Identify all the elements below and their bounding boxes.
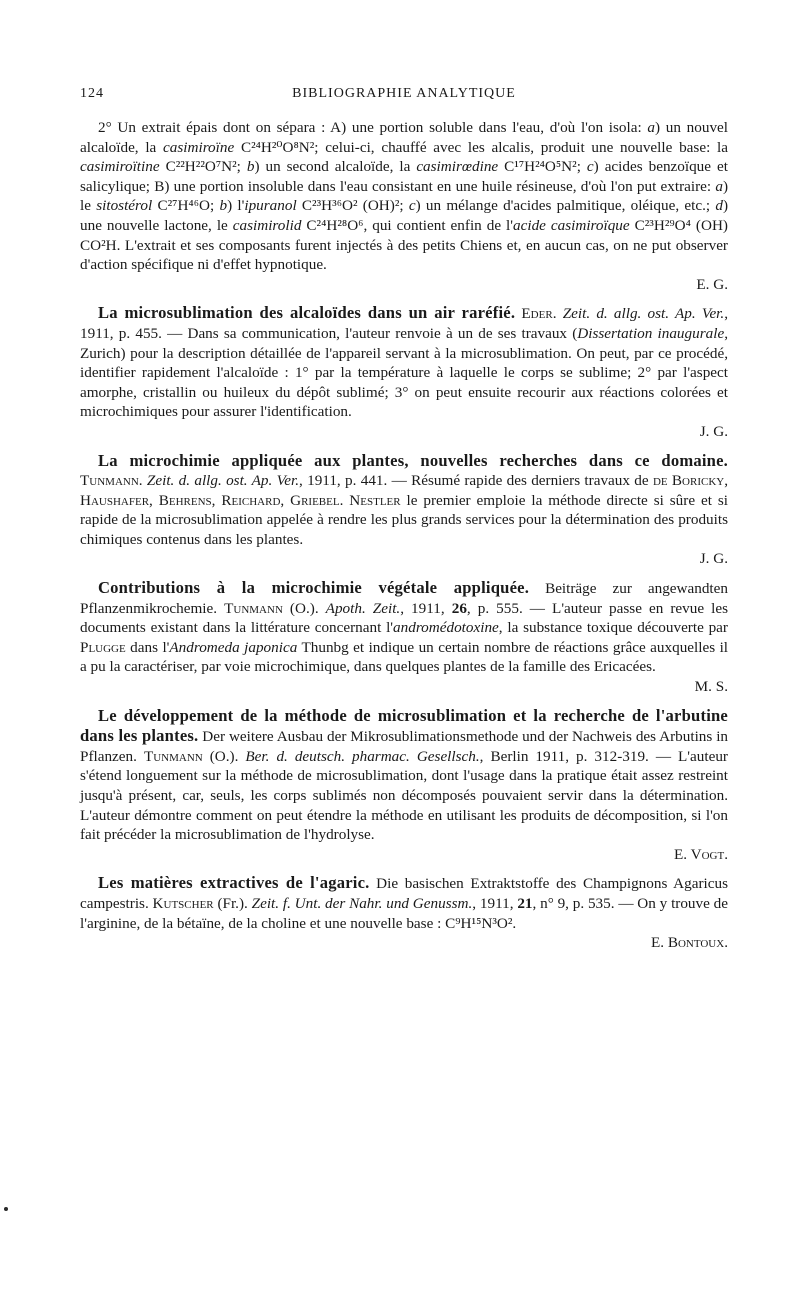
entry-paragraph (80, 303, 728, 422)
entry-paragraph (80, 873, 728, 933)
text-run: , la substance toxique découverte par (498, 619, 728, 637)
journal-name: Apoth. Zeit. (325, 599, 401, 617)
bibliography-entry (80, 451, 728, 570)
text-run: ) un second alcaloïde, la (254, 158, 417, 176)
entry-paragraph (80, 451, 728, 550)
text-run: le premier emploie la méthode directe si sûre et si rapide de la microsublimation appelée à rendre les plus grands services pour la détermination des produits chimiques contenus dans les plantes. (80, 491, 728, 548)
running-header (80, 86, 728, 106)
entry-paragraph (80, 706, 728, 845)
text-run: (O.). (282, 599, 326, 617)
text-run: , Zurich) pour la description détaillée de l'appareil servant à la microsublimation. On peut, par ce procédé, identifier rapidement l'alcaloïde : 1° par la température à laquelle le corps se sublime; 2° par l'aspect amorphe, cristallin ou huileux du dépôt sublimé; 3° on peut ensuite recourir aux réactions colorées et microchimiques pour assurer l'identification. (80, 324, 728, 421)
text-run: , 1911, p. 455. — Dans sa communication, l'auteur renvoie à un de ses travaux ( (80, 305, 729, 342)
text-run: c (408, 197, 416, 215)
text-run: , n° 9, p. 535. — On y trouve de l'arginine, de la bétaïne, de la choline et une nouvelle base : C⁹H¹⁵N³O². (80, 894, 729, 932)
journal-name: Zeit. d. allg. ost. Ap. Ver. (146, 472, 299, 490)
text-run: ) l' (227, 197, 245, 215)
text-run: ) un nouvel alcaloïde, la (80, 119, 728, 156)
intro-section (80, 118, 728, 294)
text-run: , 1911, (472, 894, 518, 912)
volume-number: 26 (451, 599, 467, 617)
author-name: Plugge (80, 638, 126, 656)
text-run: , p. 555. — L'auteur passe en revue les documents existant dans la littérature concernant l' (80, 599, 729, 637)
text-run: C²⁷H⁴⁶O; (152, 197, 220, 215)
journal-name: Zeit. d. allg. ost. Ap. Ver. (562, 305, 725, 323)
author-name: Kutscher (152, 894, 214, 912)
entry-title: Le développement de la méthode de microsublimation et la recherche de l'arbutine dans les plantes. (80, 705, 728, 746)
text-run: a (715, 177, 723, 195)
text-run: ) une nouvelle lactone, le (80, 197, 729, 234)
compound-name: casimirœdine (416, 158, 499, 176)
entry-title: La microsublimation des alcaloïdes dans un air raréfié. (98, 303, 516, 323)
signature: E. G. (696, 275, 728, 293)
text-run: a (647, 119, 656, 136)
text-run: C²³H³⁶O² (OH)²; (296, 197, 409, 215)
signature: E. Bontoux. (650, 934, 728, 952)
text-run: b (246, 158, 255, 176)
compound-name: ipuranol (244, 197, 297, 215)
text-run: ) acides benzoïque et salicylique; B) une portion insoluble dans l'eau consistant en une huile résineuse, d'où l'on put extraire: (80, 158, 728, 195)
entry-title: La microchimie appliquée aux plantes, nouvelles recherches dans ce domaine. (98, 450, 728, 470)
author-names: de Boricky, Haushafer, Behrens, Reichard, Griebel. Nestler (80, 472, 729, 509)
bibliography-entry (80, 873, 728, 952)
text-run: C¹⁷H²⁴O⁵N²; (498, 158, 587, 176)
text-run: (O.). (202, 747, 246, 765)
text-run: ) le (80, 177, 728, 215)
species-name: Andromeda japonica (169, 638, 298, 656)
running-title: BIBLIOGRAPHIE ANALYTIQUE (292, 86, 516, 101)
signature: E. Vogt. (674, 845, 728, 863)
text-run: C²⁴H²⁸O⁶, qui contient enfin de l' (301, 216, 514, 234)
compound-name: andromédotoxine (393, 619, 499, 637)
text-run: d (715, 197, 723, 215)
text-run: Thunbg et indique un certain nombre de réactions grâce auxquelles il a pu la caractériser, par voie microchimique, dans quelques plantes de la famille des Ericacées. (80, 638, 729, 676)
author-name: Tunmann (224, 599, 283, 617)
text-run: Die basischen Extraktstoffe des Champignons Agaricus campestris. (80, 875, 728, 912)
text-run: C²⁴H²⁰O⁸N²; celui-ci, chauffé avec les alcalis, produit une nouvelle base: la (234, 138, 728, 156)
journal-name: Zeit. f. Unt. der Nahr. und Genussm. (251, 894, 473, 912)
compound-name: casimiroïtine (80, 158, 160, 176)
volume-number: 21 (517, 894, 533, 912)
bibliography-entry (80, 303, 728, 441)
text-run: , 1911, p. 441. — Résumé rapide des derniers travaux de (299, 472, 653, 490)
text-run: c (586, 158, 594, 176)
signature: J. G. (699, 422, 728, 440)
margin-dot (4, 1207, 8, 1211)
text-run: 2° Un extrait épais dont on sépara : A) une portion soluble dans l'eau, d'où l'on isola: (98, 119, 648, 136)
entry-title: Contributions à la microchimie végétale appliquée. (98, 578, 530, 598)
text-run: , 1911, (400, 599, 452, 617)
compound-name: casimiroïne (163, 138, 235, 156)
author-name: Tunmann (143, 747, 203, 765)
page-number: 124 (80, 86, 104, 101)
intro-paragraph (80, 118, 728, 275)
bibliography-entry (80, 706, 728, 865)
compound-name: sitostérol (96, 197, 153, 215)
text-run: Dissertation inaugurale (577, 324, 725, 342)
author-name: Eder (521, 305, 553, 323)
signature: M. S. (694, 678, 728, 696)
compound-name: acide casimiroïque (513, 216, 630, 234)
signature: J. G. (699, 550, 728, 568)
compound-name: casimirolid (232, 216, 302, 234)
text-run: . (552, 305, 563, 323)
text-run: (Fr.). (213, 894, 252, 912)
text-run: . (138, 472, 147, 490)
text-run: C²³H²⁹O⁴ (OH) CO²H. L'extrait et ses composants furent injectés à des petits Chiens et, en aucun cas, on ne put observer d'action spécifique ni d'effet hypnotique. (80, 216, 728, 274)
page-body (80, 118, 728, 953)
text-run: Der weitere Ausbau der Mikrosublimationsmethode und der Nachweis des Arbutins in Pflanzen. (80, 728, 729, 765)
text-run: b (219, 197, 228, 215)
author-name: Tunmann (80, 472, 139, 490)
text-run: dans l' (125, 638, 170, 656)
entry-paragraph (80, 578, 728, 677)
journal-name: Ber. d. deutsch. pharmac. Gesellsch. (245, 747, 480, 765)
bibliography-entry (80, 578, 728, 697)
text-run: C²²H²²O⁷N²; (159, 158, 247, 176)
text-run: , Berlin 1911, p. 312-319. — L'auteur s'étend longuement sur la méthode de microsublimation, dont l'usage dans la pratique était assez restreint jusqu'à présent, car, seuls, les corps sublimés non décomposés pouvaient servir dans la détermination. L'auteur démontre comment on peut étendre la méthode en utilisant les produits de décomposition, si l'on fait précéder la microsublimation de l'hydrolyse. (80, 747, 728, 844)
text-run: Beiträge zur angewandten Pflanzenmikrochemie. (80, 580, 728, 617)
text-run: ) un mélange d'acides palmitique, oléique, etc.; (415, 197, 716, 215)
entry-title: Les matières extractives de l'agaric. (98, 873, 370, 893)
